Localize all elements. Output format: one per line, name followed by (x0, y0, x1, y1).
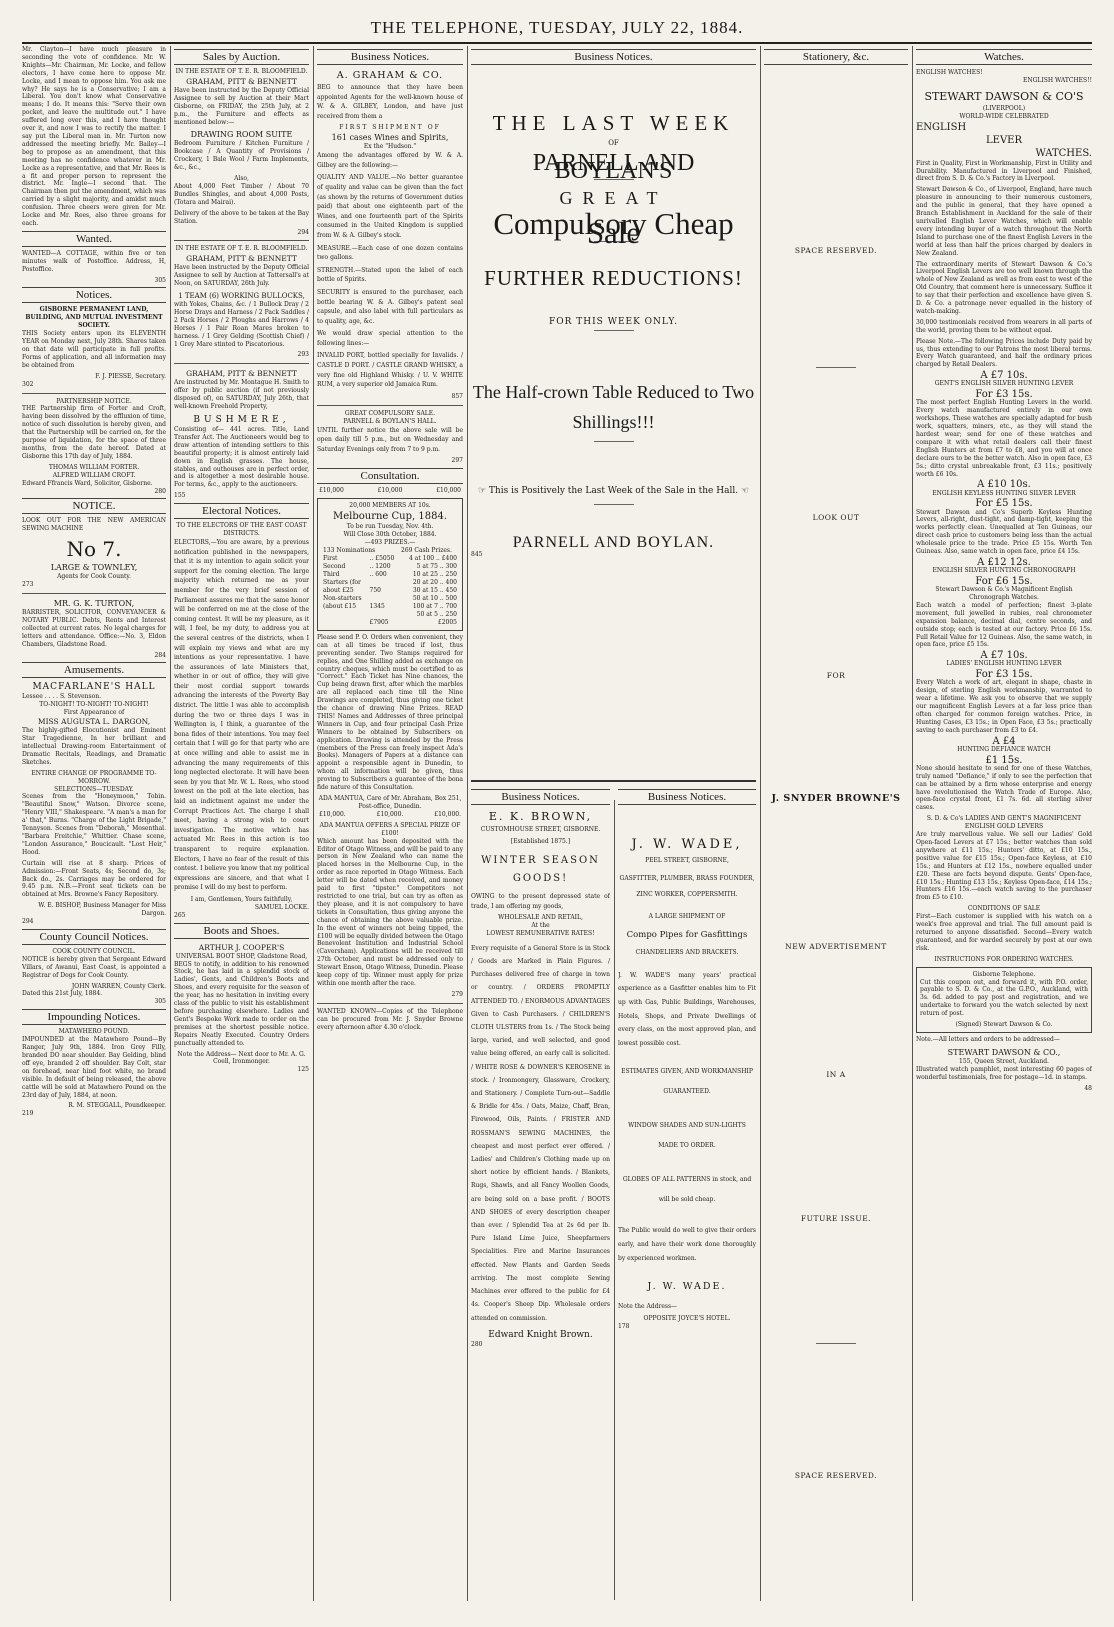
society-text: THIS Society enters upon its ELEVENTH YEAR on Monday next, July 28th. Shares taken on that date will participate in full profits. Forms of application, and all information may be obtained from (22, 330, 166, 369)
divider (594, 441, 634, 442)
partner-signature: THOMAS WILLIAM FORTER. (48, 463, 140, 471)
table-row (321, 579, 459, 587)
column-6 (916, 46, 1092, 1601)
table-cell (321, 619, 368, 627)
divider (317, 405, 463, 406)
amusements-heading: Amusements. (22, 662, 166, 678)
also-label: Also, (234, 175, 249, 183)
ad-number: 279 (451, 990, 463, 998)
special-prize-text: Which amount has been deposited with the Editor of Otago Witness, and will be paid to any person in New Zealand who can name the placed horses in the Melbourne Cup, in the order as race reported in Otago Witness. Each letter will be dated when received, and money paid to first "tipster." Competitors not restricted to one trial, but can try as often as they please, and it is not compulsory to have tickets in Consultation, thus giving anyone the chance of obtaining the above valuable prize. In the event of winners not being tipped, the £100 will be equally divided between the Otago Benevolent Institution and Industrial School (Caversham). Applications will be received till 27th October, and must be addressed only to Stewart Enson, Otago Witness, Dunedin. Please keep copy of tip. Winner must apply for prize within one month after the race. (317, 837, 463, 987)
machine-agents-sub: Agents for Cook County. (57, 573, 131, 581)
council-text: NOTICE is hereby given that Sergeant Edward Villars, of Awanui, East Coast, is appointed a Registrar of Dogs for Cook County. (22, 955, 166, 979)
further-reductions: FURTHER REDUCTIONS! (484, 265, 743, 290)
strength-text: STRENGTH.—Stated upon the label of each bottle of Spirits. (317, 266, 463, 284)
english-watches-2: ENGLISH WATCHES!! (1022, 76, 1092, 84)
livestock-list: with Yokes, Chains, &c. / 1 Bullock Dray / 2 Horse Drays and Harness / 2 Pack Saddles / 2 Pack Horses / 2 Ploughs and Harrows / 4 Horses / 1 Pair Roan Mares broken to harness. / 1 Grey Gelding (Scottish Chief) / 1 Grey Mare stinted to Piscatorious. (174, 301, 309, 348)
liverpool: (LIVERPOOL) (982, 104, 1026, 112)
divider (22, 393, 166, 394)
auction-text: Have been instructed by the Deputy Official Assignee to sell by Auction at their Mart Gisborne, on FRIDAY, the 25th July, at 2 p.m., the Furniture and effects as mentioned below:— (174, 86, 309, 126)
amount: £10,000 (436, 487, 461, 495)
wade-ad (618, 786, 756, 1601)
column-rule (313, 46, 314, 1601)
prices-note: Please Note.—The following Prices include Duty paid by us, thus extending to our Patrons the most liberal terms. Every Watch guaranteed, and half the ordinary prices charged by Retail Dealers. (916, 337, 1092, 369)
hall-tonight: TO-NIGHT! TO-NIGHT! TO-NIGHT! (39, 701, 149, 709)
column-rule (467, 46, 468, 1601)
price-now: For £3 15s. (975, 669, 1033, 681)
council-signature: JOHN WARREN, County Clerk. (71, 982, 166, 990)
partnership-witness: Edward Ffrancis Ward, Solicitor, Gisborne. (22, 479, 153, 487)
watch-text: None should hesitate to send for one of these Watches, truly named "Defiance," if only to see the perfection that can be attained by a firm whose enterprise and energy have revolutionised the Watch Trade of Europe. Also, open-face crystal front, £1 7s. 6d. all sterling silver cases. (916, 764, 1092, 812)
column-rule (170, 46, 171, 1601)
hall-first: First Appearance of (63, 709, 125, 717)
hall-star: MISS AUGUSTA L. DARGON, (37, 717, 151, 727)
auctioneer-name: GRAHAM, PITT & BENNETT (186, 254, 297, 264)
price-now: For £5 15s. (975, 498, 1033, 510)
wanted-known: WANTED KNOWN—Copies of the Telephone can be procured from Mr. J. Snyder Browne every afternoon after 4.30 o'clock. (317, 1007, 463, 1031)
price-now: For £6 15s. (975, 575, 1033, 587)
ad-number: 280 (471, 1340, 483, 1348)
table-cell (368, 579, 399, 587)
divider (816, 1343, 856, 1344)
english-label: ENGLISH (916, 121, 967, 133)
gold-levers-text: Are truly marvellous value. We sell our Ladies' Gold Open-faced Levers at £7 15s.; better watches than sold anywhere at £11 15s.; Hunters' ditto, at £10 15s., positive value for £15 15s.; Open-face Keyless, at £10 15s.; and Hunters at £12 15s., nowhere equalled under £20. These are facts beyond dispute. Gents' Open-face, £10 15s.; Hunting £13 15s.; Keyless Open-face, £14 15s.; Hunters £16 15s.—each watch saving to the purchaser from £5 to £10. (916, 831, 1092, 902)
prizes-count: —493 PRIZES.— (364, 538, 416, 546)
watch-heading: ENGLISH KEYLESS HUNTING SILVER LEVER (932, 489, 1076, 497)
prize-total: £7905 (369, 618, 389, 626)
wade-address-2: OPPOSITE JOYCE'S HOTEL. (643, 1315, 731, 1323)
brown-address: CUSTOMHOUSE STREET, GISBORNE. (480, 826, 601, 834)
table-row (321, 571, 459, 579)
wanted-ad: WANTED—A COTTAGE, within five or ten minutes walk of Postoffice. Address, H, Postoffice. (22, 249, 166, 273)
watch-heading: GENT'S ENGLISH SILVER HUNTING LEVER (934, 380, 1074, 388)
divider (317, 1003, 463, 1004)
hall-prices: Curtain will rise at 8 sharp. Prices of Admission:—Front Seats, 4s; Second do, 3s; Back do., 2s. Carriages may be ordered for 9.45 p.m. N.B.—Front seat tickets can be obtained at Mrs. Browne's Fancy Repository. (22, 859, 166, 899)
notice-heading: NOTICE. (22, 498, 166, 514)
divider (594, 504, 634, 505)
price-was: A £7 10s. (980, 650, 1028, 662)
quality-text: QUALITY AND VALUE.—No better guarantee of quality and value can be given than the fact (as shown by the returns of Government duties paid) that about one eighteenth part of the Wines, and one fourteenth part of the Spirits consumed in the United Kingdom is supplied from W. & A. Gilbey's stock. (317, 174, 463, 239)
order-coupon[interactable] (916, 967, 1092, 1033)
space-reserved: SPACE RESERVED. (794, 1470, 878, 1480)
pound-title: MATAWHERO POUND. (58, 1028, 130, 1036)
future-issue: FUTURE ISSUE. (800, 1213, 872, 1223)
watch-heading: ENGLISH SILVER HUNTING CHRONOGRAPH (932, 567, 1076, 575)
pamphlet-text: Illustrated watch pamphlet, most interesting 60 pages of wonderful testimonials, free for postage—1d. in stamps. (916, 1065, 1092, 1081)
public-notice: The Public would do well to give their orders early, and have their work done thoroughly by experienced workmen. (618, 1227, 756, 1262)
table-cell: 50 at 5 .. 250 (416, 610, 457, 618)
table-cell: 100 at 7 .. 700 (412, 602, 457, 610)
parnell-boylan-title: PARNELL AND BOYLAN'S (532, 150, 695, 185)
table-row (321, 555, 459, 563)
table-cell: 20 at 20 .. 400 (412, 578, 457, 586)
boots-note: Note the Address— Next door to Mr. A. G. Coell, Ironmonger. (177, 1050, 306, 1066)
ad-number: 273 (22, 581, 34, 589)
partner-signature: ALFRED WILLIAM CROFT. (52, 471, 136, 479)
world-wide: WORLD-WIDE CELEBRATED (959, 112, 1049, 120)
table-cell: 1345 (369, 602, 385, 610)
table-header: 133 Nominations (323, 546, 376, 554)
hall-selections: SELECTIONS—TUESDAY. (54, 785, 134, 793)
parnell-ad (471, 46, 756, 796)
table-cell: 50 at 10 .. 500 (412, 594, 457, 602)
spirits-lines: INVALID PORT, bottled specially for Invalids. / CASTLE D PORT. / CASTLE GRAND WHISKY, a very fine old Highland Whisky. / U. V. WHITE RUM, a very superior old Jamaica Rum. (317, 352, 463, 389)
table-cell: about £25 (323, 586, 354, 594)
last-week-notice: ☞ This is Positively the Last Week of the Sale in the Hall. ☜ (477, 485, 749, 496)
amount: £10,000 (319, 487, 344, 495)
cases-line: 161 cases Wines and Spirits, (331, 133, 449, 143)
section-rule (471, 780, 756, 782)
council-title: COOK COUNTY COUNCIL. (52, 947, 136, 955)
sale-text: UNTIL further notice the above sale will be open daily till 5 p.m., but on Wednesday and Saturday Evenings only from 7 to 9 p.m. (317, 426, 463, 453)
parnell-signature: PARNELL AND BOYLAN. (512, 533, 715, 551)
snyder-browne: J. SNYDER BROWNE'S (771, 793, 901, 805)
auctioneer-name: GRAHAM, PITT & BENNETT (186, 369, 297, 379)
divider (816, 367, 856, 368)
look-out: LOOK OUT (812, 513, 860, 523)
watch-heading: LADIES' ENGLISH HUNTING LEVER (946, 660, 1062, 668)
table-cell: Second (323, 562, 346, 570)
wade-signature: J. W. WADE. (647, 1281, 727, 1293)
intro-text: First in Quality, First in Workmanship, First in Utility and Durability. Manufactured in Liverpool and Finished, direct from S. D. & Co.'s Factory in Liverpool. (916, 159, 1092, 183)
hall-title: MACFARLANE'S HALL (32, 682, 156, 693)
sewing-machine-ad: LOOK OUT FOR THE NEW AMERICAN SEWING MACHINE (22, 517, 166, 533)
cup-title: Melbourne Cup, 1884. (332, 511, 447, 523)
watch-text: Every Watch a work of art, elegant in shape, chaste in design, of sterling English workmanship, warranted to wear a lifetime. We ask you to observe that we supply our magnificent English Levers at a far less price than often charged for common foreign watches. Price, in Hunting Cases, £3 15s.; in Open Face, £3 5s.; practically saving to each purchaser from £3 to £4. (916, 679, 1092, 734)
business-heading: Business Notices. (471, 789, 610, 805)
for-label: FOR (826, 671, 846, 681)
window-shades: WINDOW SHADES AND SUN-LIGHTS MADE TO ORDER. (628, 1122, 746, 1150)
conditions-heading: CONDITIONS OF SALE (967, 905, 1041, 913)
table-cell: (about £15 (323, 602, 357, 610)
column-2 (174, 46, 309, 1601)
table-row (321, 563, 459, 571)
prize-table (321, 547, 459, 627)
ad-number: 219 (22, 1110, 34, 1118)
ad-number: 284 (154, 651, 166, 659)
price-was: A £7 10s. (980, 370, 1028, 382)
watch-heading: HUNTING DEFIANCE WATCH (957, 745, 1051, 753)
english-watches-1: ENGLISH WATCHES! (916, 69, 983, 76)
stewart-dawson: STEWART DAWSON & CO'S (924, 89, 1084, 103)
at-label: At the (531, 922, 550, 929)
delivery-text: Delivery of the above to be taken at the Bay Station. (174, 209, 309, 225)
graham-title: A. GRAHAM & CO. (336, 70, 444, 81)
amount: £10,000. (376, 810, 404, 818)
ad-number: 178 (618, 1323, 630, 1331)
cup-run: To be run Tuesday, Nov. 4th. (346, 523, 434, 531)
draw-attention-text: We would draw special attention to the following lines:— (317, 330, 463, 347)
consultation-box (317, 498, 463, 631)
lever-label: LEVER (986, 134, 1022, 146)
divider (594, 330, 634, 331)
society-title: GISBORNE PERMANENT LAND, BUILDING, AND MUTUAL INVESTMENT SOCIETY. (25, 306, 163, 330)
ad-number: 265 (174, 911, 186, 919)
conditions-text: First—Each customer is supplied with his watch on a week's free approval and trial. The full amount paid is returned to anyone dissatisfied. Second—Every watch guaranteed, and for warded securely by post at our own risk. (916, 913, 1092, 952)
council-heading: County Council Notices. (22, 929, 166, 945)
partnership-text: THE Partnership firm of Forter and Croft, having been dissolved by the effluxion of time, notice of such dissolution is hereby given, and that the Partnership will be carried on, for the purpose of liquidation, for the space of three months, from the date hereof. Dated at Gisborne this 17th day of July, 1884. (22, 405, 166, 460)
column-rule (912, 46, 913, 1601)
brown-items: Every requisite of a General Store is in Stock / Goods are Marked in Plain Figures. / Purchases delivered free of charge in town or country. / ORDERS PROMPTLY ATTENDED TO. / ENORMOUS ADVANTAGES Given to Cash Purchasers. / CHILDREN'S CLOTH ULSTERS from 1s. / The Stock being large, varied, and well selected, and good value being offered, an early call is solicited. / WHITE ROSE & DOWNER'S KEROSENE in stock. / Ironmongery, Glassware, Crockery, and Stationery. / Complete Turn-out—Saddle & Bridle for 45s. / Oats, Maize, Chaff, Bran, Firewood, Oils, Paints. / FRISTER AND ROSSMAN'S SEWING MACHINES, the cheapest and most perfect ever offered. / Ladies' and Children's Clothing made up on short notice by efficient hands. / Blankets, Rugs, Shawls, and all Fancy Woollen Goods, are being sold on a base profit. / BOOTS AND SHOES of every description cheaper than ever. / Splendid Tea at 2s 6d per lb. Pure Island Lime Juice, Sheepfarmers Specialities. Fire and Marine Insurances effected. New Plants and Garden Seeds arriving. The most complete Sewing Machines ever offered to the public for £4 4s. Cooper's Sheep Dip. Wholesale orders attended on commission. (471, 944, 610, 1322)
special-prize-title: ADA MANTUA OFFERS A SPECIAL PRIZE OF £100! (319, 821, 461, 837)
machine-agents: LARGE & TOWNLEY, (50, 563, 138, 573)
globes: GLOBES OF ALL PATTERNS in stock, and will be sold cheap. (622, 1176, 752, 1204)
large-shipment: A LARGE SHIPMENT OF (648, 913, 726, 920)
pound-text: IMPOUNDED at the Matawhero Pound—By Ranger, July 9th, 1884. Iron Grey Filly, branded DO near shoulder. Bay Gelding, blind off eye, branded 2 off shoulder. Bay Colt, star on forehead, near hind foot white, no brand visible. In default of being released, the above cattle will be sold at Matawhero Pound on the 23rd day of July, 1884, at noon. (22, 1036, 166, 1099)
divider (174, 240, 309, 241)
society-signature: F. J. PIESSE, Secretary. (95, 372, 166, 380)
first-shipment: FIRST SHIPMENT OF (339, 124, 441, 132)
watch-text: The most perfect English Hunting Levers in the world. Every watch manufactured entirely in our own workshops. These watches are specially adapted for bush work, squatters, miners, etc., as they will stand the hardest wear; send for one of these watches and compare it with what retail dealers call their finest English Hunters at from £7 to £8, and you will at once declare ours to be the better watch. Also in open face, £3 5s.; ditto crystal unbreakable front, £3 11s.; positively worth £6 10s. (916, 399, 1092, 478)
electoral-signature: SAMUEL LOCKE. (254, 903, 309, 911)
consultation-amounts (317, 811, 463, 819)
wade-address: PEEL STREET, GISBORNE, (645, 857, 729, 865)
bushmere-title: BUSHMERE, (193, 415, 290, 425)
boots-heading: Boots and Shoes. (174, 923, 309, 939)
watch-text: Stewart Dawson and Co's Superb Keyless Hunting Levers, all-right, dust-tight, and damp-tight, keeping the works perfectly clean. Unequalled at Ten Guineas, our direct cash price to customers being less than the actual wholesale price to the trade. Price £5 15s. Worth Ten Guineas. Also, same watch in open face, price £4 15s. (916, 508, 1092, 556)
boots-sub: UNIVERSAL BOOT SHOP, Gladstone Road, (175, 952, 308, 960)
bushmere-text: Consisting of— 441 acres. Title, Land Transfer Act. The Auctioneers would beg to draw attention of intending settlers to this beautiful property; it is almost entirely laid down in English grasses. The house, stables, and outhouses are in perfect order, and is altogether a most desirable house. For terms, &c., apply to the auctioneers. (174, 426, 309, 489)
table-cell (368, 611, 399, 619)
notices-heading: Notices. (22, 287, 166, 303)
security-text: SECURITY is ensured to the purchaser, each bottle bearing W. & A. Gilbey's patent seal capsule, and also label with full particulars as to quality, age, &c. (317, 288, 463, 325)
council-date: Dated this 21st July, 1884. (22, 990, 103, 998)
watch-text: Each watch a model of perfection; finest 3-plate movement, full jewelled in rubies, real chronometer expansion balance, decimal dial, centre seconds, and outside stop; each is tested at our factory. Price £6 15s. Full Retail Value for 12 Guineas. Also, the same watch, in open face, price £5 15s. (916, 601, 1092, 649)
ad-number: 48 (1084, 1084, 1092, 1092)
hall-change: ENTIRE CHANGE OF PROGRAMME TO-MORROW. (31, 769, 157, 785)
auctioneer-name: GRAHAM, PITT & BENNETT (186, 76, 297, 86)
brown-signature: Edward Knight Brown. (488, 1329, 593, 1340)
impounding-heading: Impounding Notices. (22, 1009, 166, 1025)
instructions-heading: INSTRUCTIONS FOR ORDERING WATCHES. (934, 955, 1074, 963)
sale-sub: PARNELL & BOYLAN'S HALL. (343, 417, 437, 425)
machine-number: No 7. (66, 537, 122, 562)
column-3 (317, 46, 463, 1601)
ad-number: 294 (297, 228, 309, 236)
table-row (321, 595, 459, 603)
column-rule (614, 800, 615, 1600)
brown-ad (471, 786, 610, 1601)
brown-established: [Established 1875.] (510, 838, 571, 845)
lowest-rates: LOWEST REMUNERATIVE RATES! (486, 929, 595, 937)
estimates: ESTIMATES GIVEN, AND WORKMANSHIP GUARANTEED. (621, 1068, 753, 1096)
ad-number: 155 (174, 492, 186, 500)
coupon-title: Gisborne Telephone. (972, 970, 1036, 978)
table-row (321, 611, 459, 619)
boots-text: BEGS to notify, in addition to his renowned Stock, he has laid in a splendid stock of Ladies', Gents, and Children's Boots and Shoes, and every requisite for the season of the year, has no hesitation in inviting every class of the public to visit his establishment before purchasing elsewhere. Ladies and Gent's Bespoke Work made to order on the premises at the shortest possible notice. Repairs Neatly Executed. Country Orders punctually attended to. (174, 960, 309, 1047)
electoral-close: I am, Gentlemen, Yours faithfully, (190, 895, 293, 903)
divider (174, 363, 309, 364)
table-cell: 4 at 100 .. £400 (409, 554, 457, 562)
electoral-heading: Electoral Notices. (174, 503, 309, 519)
wade-trades: GASFITTER, PLUMBER, BRASS FOUNDER, ZINC WORKER, COPPERSMITH. (619, 875, 755, 898)
graham-text: BEG to announce that they have been appointed Agents for the well-known house of W. & A. GILBEY, London, and have just received from them a (317, 84, 463, 120)
hall-items: Scenes from the "Honeymoon," Tobin. "Beautiful Snow," Watson. Divorce scene, "Henry VIII," Shakespeare. "A man's a man for a' that," Burns. "Charge of the Light Brigade," Tennyson. Scenes from "Deborah," Mosenthal. "Barbara Freitchie," Whittier. Chase scene, "London Assurance," Boucicault. "Lost Heir," Hood. (22, 793, 166, 856)
amount: £10,000. (319, 810, 346, 818)
cup-close: Will Close 30th October, 1884. (343, 531, 437, 539)
chandeliers: CHANDELIERS AND BRACKETS. (635, 948, 739, 956)
ad-number: 845 (471, 550, 483, 558)
table-cell: Non-starters (323, 594, 362, 602)
masthead-rule (22, 42, 1092, 44)
ad-number: 294 (22, 918, 34, 926)
wanted-heading: Wanted. (22, 231, 166, 247)
space-reserved: SPACE RESERVED. (794, 246, 878, 255)
compulsory-sale: Compulsory Cheap Sale (493, 206, 734, 250)
table-cell: Third (323, 570, 340, 578)
ad-number: 297 (451, 457, 463, 465)
furniture-list: Bedroom Furniture / Kitchen Furniture / Bookcase / A Quantity of Provisions / Crockery, 1 Bale Wool / Farm Implements, &c., &c., (174, 140, 309, 172)
measure-text: MEASURE.—Each case of one dozen contains two gallons. (317, 244, 463, 262)
ad-number: 857 (451, 392, 463, 400)
watches-label: WATCHES. (1035, 147, 1092, 159)
table-cell: .. £5050 (369, 554, 395, 562)
ad-number: 125 (297, 1066, 309, 1074)
prize-total: £2005 (437, 618, 457, 626)
bullock-team: 1 TEAM (6) WORKING BULLOCKS, (178, 292, 305, 301)
advantages-text: Among the advantages offered by W. & A. Gilbey are the following:— (317, 152, 463, 169)
price-now: £1 15s. (985, 754, 1023, 766)
testimonials-paragraph: 30,000 testimonials received from wearers in all parts of the world, proving them to be without equal. (916, 318, 1092, 334)
hall-desc: The highly-gifted Elocutionist and Eminent Star Tragedienne, In her brilliant and intellectual Drawing-room Entertainment of Dramatic Recitals, Readings, and Dramatic Sketches. (22, 727, 166, 766)
great-label: GREAT (559, 188, 668, 209)
table-row (321, 587, 459, 595)
table-row (321, 603, 459, 611)
table-header: 269 Cash Prizes. (401, 546, 452, 554)
divider (22, 593, 166, 594)
sale-title: GREAT COMPULSORY SALE. (344, 409, 436, 417)
price-now: For £3 15s. (975, 389, 1033, 401)
business-heading: Business Notices. (317, 49, 463, 65)
meeting-report: Mr. Clayton—I have much pleasure in seconding the vote of confidence. Mr. W. Knights—Mr. Chairman, Mr. Locke, and fellow electors, I have come here to oppose Mr. Locke, and I mean to oppose him. You ask me why? He says he is a Conservative; I am a Liberal. You don't know what Conservative means; I do. It means this: "Serve their own pocket, and leave the multitude out." I have suffered long over this, and I have thought over it, and now I was to rectify the matter. I say put the Liberal man in. Mr. Turton now addressed the meeting briefly. Mr. Bailey—I beg to propose as an amendment, that this meeting has no confidence whatever in Mr. Locke as a representative, and that Mr. Rees is a fit and proper person to represent the district. Mr. Ingle—I second that. The Chairman then put the amendment, which was carried by a slight majority, and amidst much confusion. Three cheers were given for Mr. Locke and Mr. Rees, also three groans for each. (22, 46, 166, 227)
consultation-text: Please send P. O. Orders when convenient, they can at all times be traced if lost, thus preventing sender. Two Stamps required for replies, and One Shilling added as exchange on country cheques, which must be certified to as "Correct." Each Ticket has Nine chances, the Cup being drawn first, after which the marbles are all replaced each time till the Nine Drawings are completed, thus giving one ticket the chance of drawing Nine Prizes. READ THIS! Names and Addresses of three principal Winners in Cup, and four principal Cash Prize Winners to be obtained by Subscribers on application. Drawing is attended by the Press (members of the Press can freely inspect Ada's Books). Managers of Papers at a distance can appoint a responsible agent in Dunedin, to whom all information will be given, thus proving to Subscribers a guarantee of the bona fide nature of this Consultation. (317, 633, 463, 792)
watch-subheading: Stewart Dawson & Co.'s Magnificent English Chronograph Watches. (935, 586, 1073, 601)
ad-number: 305 (154, 998, 166, 1006)
members-line: 20,000 MEMBERS AT 10s. (349, 502, 431, 510)
wade-experience: J. W. WADE'S many years' practical experience as a Gasfitter enables him to Fit up with Gas, Public Buildings, Warehouses, Hotels, Shops, and Private Dwellings of every class, on the most approved plan, and lowest possible cost. (618, 971, 756, 1047)
note-address: Note the Address— (618, 1303, 678, 1311)
merits-paragraph: The extraordinary merits of Stewart Dawson & Co.'s Liverpool English Levers are too well known through the whole of New Zealand as well as from east to west of the Old Country, that comment here is unnecessary. Suffice it to say that their perfection and excellence have given S. D. & Co. a patronage never equalled in the history of watch-making. (916, 260, 1092, 315)
winter-goods: WINTER SEASON GOODS! (481, 854, 600, 884)
this-week-only: FOR THIS WEEK ONLY. (549, 316, 678, 327)
column-rule (760, 46, 761, 1601)
stationery-heading: Stationery, &c. (764, 49, 908, 65)
dawson-address: STEWART DAWSON & CO., (947, 1047, 1061, 1057)
half-crown-table: The Half-crown Table Reduced to Two Shillings!!! (472, 381, 755, 432)
price-was: A £12 12s. (977, 556, 1031, 568)
partnership-title: PARTNERSHIP NOTICE. (56, 397, 132, 405)
letters-note: Note.—All letters and orders to be addressed— (916, 1035, 1060, 1043)
hall-signature: W. E. BISHOP, Business Manager for Miss Dargon. (38, 902, 166, 918)
table-cell (368, 595, 399, 603)
table-cell: First (323, 554, 338, 562)
masthead: THE TELEPHONE, TUESDAY, JULY 22, 1884. (370, 18, 744, 37)
hall-lessee: Lessee . . . . S. Stevenson. (22, 693, 102, 701)
wade-title: J. W. WADE, (631, 837, 743, 852)
table-cell: 10 at 25 .. 250 (412, 570, 457, 578)
dawson-address-2: 155, Queen Street, Auckland. (959, 1057, 1049, 1065)
coupon-text: Cut this coupon out, and forward it, with P.O. order, payable to S. D. & Co., at the G.P.O., Auckland, with 3s. 6d. added to pay post and registration, and we undertake to forward you the watch selected by next return of post. (920, 978, 1088, 1018)
amount: £10,000 (377, 487, 403, 495)
ad-number: 302 (22, 380, 34, 388)
wholesale-retail: WHOLESALE AND RETAIL, (498, 914, 583, 922)
of-label: OF (608, 139, 619, 148)
estate-title: IN THE ESTATE OF T. E. R. BLOOMFIELD. (175, 68, 308, 75)
compo-pipes: Compo Pipes for Gasfittings (626, 929, 748, 940)
table-cell: 30 at 15 .. 450 (412, 586, 457, 594)
timber-list: About 4,000 Feet Timber / About 70 Bundles Shingles, and about 4,000 Posts, (Totara and Mairai). (174, 182, 309, 206)
amount: £10,000. (434, 810, 461, 818)
coupon-signature: (Signed) Stewart Dawson & Co. (955, 1021, 1053, 1029)
auction-heading: Sales by Auction. (174, 49, 309, 65)
drawing-room-suite: DRAWING ROOM SUITE (190, 130, 293, 140)
business-heading: Business Notices. (618, 789, 756, 805)
auction-text: Have been instructed by the Deputy Official Assignee to sell by Auction at Tattersall's at Noon, on SATURDAY, 26th July. (174, 264, 309, 288)
ad-number: 280 (154, 487, 166, 495)
auction-text: Are instructed by Mr. Montague H. Smith to offer by public auction (if not previously disposed of), on SATURDAY, July 26th, that well-known Freehold Property, (174, 379, 309, 411)
table-cell: .. 1200 (369, 562, 391, 570)
in-a-label: IN A (826, 1070, 846, 1080)
brown-text: OWING to the present depressed state of trade, I am offering my goods, (471, 892, 610, 910)
consultation-amounts (317, 487, 463, 495)
price-was: A £10 10s. (977, 479, 1031, 491)
ad-number: 305 (154, 276, 166, 284)
electoral-title: TO THE ELECTORS OF THE EAST COAST DISTRICTS. (176, 522, 307, 538)
consultation-signature: ADA MANTUA, Care of Mr. Abraham, Box 251, Post-office, Dunedin. (318, 795, 462, 810)
gold-levers-heading: S. D. & Co's LADIES AND GENT'S MAGNIFICENT ENGLISH GOLD LEVERS (926, 815, 1082, 831)
watches-heading: Watches. (916, 49, 1092, 65)
column-5 (764, 46, 908, 1601)
ad-number: 293 (297, 351, 309, 359)
electoral-text: ELECTORS,—You are aware, by a previous notification published in the newspapers, that it is my intention to again solicit your support for the coming election. The large majority which returned me as your member for the very brief session of Parliament assures me that the same honor will be conferred on me at the close of the coming contest. It will be my pleasure, as it will, I feel, be my duty, to address you at the several centres of the districts, when I will explain my views and what are my intentions as your representative. I have the assurances of late Ministers that, whether in or out of office, they will give their most cordial support towards advancing the interests of the Poverty Bay district. The little I was able to accomplish during the two or three days I was in Wellington is, I think, a guarantee of the bona fides of their intentions. You may feel certain that I will go for that party who are at once willing and able to assist me in advancing the many requirements of this long neglected electorate. It will have been seen by you that Mr. W. L. Rees, who stood lowest on the poll at the late election, has laid an indictment against me under the Corrupt Practices Act. The charge I shall meet, having a strong wish to court investigation. The motive which has actuated Mr. Rees in this action is too transparent to require explanation. Electors, I have no fear of the result of this contest. I believe you know that my political expressions are sincere, and that what I promise I will do my best to perform. (174, 538, 309, 892)
table-cell: 750 (369, 586, 381, 594)
table-cell: .. 600 (369, 570, 387, 578)
estate-title: IN THE ESTATE OF T. E. R. BLOOMFIELD. (175, 245, 308, 253)
last-week-title: THE LAST WEEK (492, 111, 735, 135)
intro-paragraph: Stewart Dawson & Co., of Liverpool, England, have much pleasure in announcing to their numerous customers, and the public in general, that they have opened a Branch Establishment in Auckland for the sale of their unrivalled English Lever Watches, which will enable every intending buyer of a watch throughout the North Island to purchase one of the finest English Levers in the world at less than half the prices charged by dealers in New Zealand. (916, 186, 1092, 257)
table-cell: 5 at 75 .. 300 (416, 562, 457, 570)
boots-title: ARTHUR J. COOPER'S (198, 942, 285, 952)
new-advertisement: NEW ADVERTISEMENT (785, 942, 887, 952)
pound-signature: R. M. STEGGALL, Poundkeeper. (68, 1102, 166, 1110)
turton-title: MR. G. K. TURTON, (53, 599, 135, 609)
turton-text: BARRISTER, SOLICITOR, CONVEYANCER & NOTARY PUBLIC. Debts, Rents and Interest collected at current rates. No legal charges for letters and attendance. Office:—No. 3, Eldon Chambers, Gladstone Road. (22, 609, 166, 648)
ship-name: Ex the "Hudson." (363, 143, 417, 151)
business-heading: Business Notices. (471, 49, 756, 65)
price-was: A £4 (992, 735, 1016, 747)
column-1 (22, 46, 166, 1601)
table-cell: Starters (for (323, 578, 361, 586)
brown-title: E. K. BROWN, (488, 810, 593, 823)
consultation-heading: Consultation. (317, 468, 463, 484)
table-cell (321, 611, 368, 619)
